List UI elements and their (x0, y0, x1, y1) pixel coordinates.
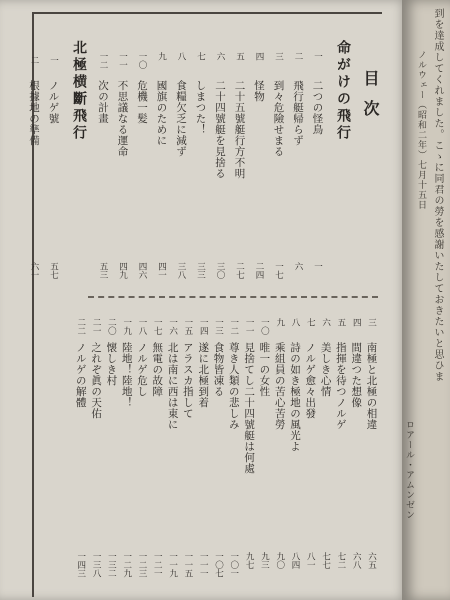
section-heading: 命がけの飛行 (335, 40, 351, 142)
chapter-title: ノルゲ號 (47, 80, 60, 124)
chapter-title: 遂に北極到着 (197, 342, 210, 408)
chapter-page: 一七 (273, 262, 284, 279)
chapter-title: 見捨てし二十四號艇は何處 (243, 342, 256, 474)
chapter-page: 四九 (117, 262, 128, 279)
chapter-number: 六 (215, 52, 225, 61)
chapter-number: 一九 (121, 318, 132, 335)
chapter-number: 三 (273, 52, 284, 61)
chapter-number: 八 (290, 318, 300, 327)
chapter-page: 八四 (290, 552, 300, 569)
chapter-page: 六 (293, 262, 303, 271)
chapter-number: 一一 (117, 52, 128, 69)
chapter-page: 一〇一 (228, 552, 239, 578)
chapter-page: 一〇七 (213, 552, 224, 578)
chapter-page: 三八 (176, 262, 186, 279)
chapter-title: 乘組員の苦心苦勞 (273, 342, 286, 430)
chapter-number: 一六 (167, 318, 178, 335)
chapter-title: ノルゲ危し (136, 342, 148, 397)
chapter-number: 一〇 (137, 52, 147, 69)
preface-text-line: 到を達成してくれました。こゝに同君の勞を感謝いたしておきたいと思ひま (432, 8, 443, 382)
chapter-page: 一一九 (167, 552, 178, 578)
chapter-page: 一一五 (182, 552, 193, 578)
chapter-page: 三〇 (215, 262, 225, 279)
chapter-title: しまつた！ (194, 80, 207, 135)
chapter-number: 二一 (91, 318, 102, 335)
chapter-page: 六五 (366, 552, 377, 569)
section-divider (88, 296, 378, 298)
chapter-page: 九三 (259, 552, 270, 569)
chapter-title: 危機一髪 (136, 80, 148, 124)
chapter-page: 一四三 (75, 552, 86, 578)
chapter-title: 根據地の準備 (28, 80, 40, 146)
chapter-title: 陸地！陸地！ (120, 342, 133, 408)
chapter-page: 四六 (137, 262, 147, 279)
chapter-page: 三三 (195, 262, 206, 279)
chapter-title: 食糧欠乏に減ず (175, 80, 187, 157)
chapter-title: 北は南に西は東に (166, 342, 179, 430)
chapter-title: 國旗のために (155, 80, 168, 146)
chapter-title: 之れぞ眞の天佑 (90, 342, 103, 419)
chapter-page: 一三二 (106, 552, 117, 578)
chapter-title: ノルゲ愈々出發 (304, 342, 317, 419)
chapter-title: 間違つた想像 (350, 342, 363, 408)
chapter-number: 二二 (75, 318, 86, 335)
chapter-number: 七 (305, 318, 316, 327)
chapter-number: 四 (254, 52, 264, 61)
chapter-title: 二十五號艇行方不明 (233, 80, 246, 179)
chapter-number: 一四 (198, 318, 209, 335)
right-page (402, 0, 450, 600)
page-title: 目次 (361, 70, 380, 130)
chapter-title: 到々危險せまる (272, 80, 285, 157)
chapter-number: 一一 (244, 318, 255, 335)
chapter-page: 七七 (320, 552, 331, 569)
chapter-number: 六 (320, 318, 331, 327)
chapter-page: 九〇 (274, 552, 285, 569)
chapter-page: 九七 (244, 552, 255, 569)
chapter-page: 七二 (335, 552, 346, 569)
chapter-number: 一二 (228, 318, 239, 335)
chapter-title: 次の計畫 (97, 80, 109, 124)
chapter-number: 一八 (137, 318, 147, 335)
chapter-page: 一一一 (198, 552, 209, 578)
chapter-page: 四一 (156, 262, 167, 279)
chapter-page: 六一 (29, 262, 39, 279)
chapter-page: 五三 (98, 262, 108, 279)
chapter-title: ノルゲの解體 (74, 342, 87, 408)
chapter-number: 七 (195, 52, 206, 61)
chapter-title: 南極と北極の相違 (365, 342, 378, 430)
chapter-title: 二十四號艇を見捨る (214, 80, 226, 179)
section-heading: 北極横斷飛行 (71, 40, 87, 142)
chapter-number: 一 (312, 52, 323, 61)
chapter-number: 二 (29, 56, 39, 65)
chapter-number: 一〇 (259, 318, 270, 335)
chapter-title: 詩の如き極地の風光よ (289, 342, 301, 452)
chapter-page: 一二三 (137, 552, 147, 578)
chapter-title: 二つの怪鳥 (311, 80, 324, 135)
chapter-title: アラスカ指して (181, 342, 194, 419)
chapter-number: 一三 (213, 318, 224, 335)
chapter-title: 尊き人類の悲しみ (227, 342, 240, 430)
chapter-page: 二四 (254, 262, 264, 279)
chapter-page: 一二一 (152, 552, 163, 578)
chapter-number: 二〇 (106, 318, 117, 335)
preface-signature: ロアール・アムンゼン (404, 420, 414, 520)
chapter-title: 懐しき村 (105, 342, 118, 386)
chapter-number: 一五 (182, 318, 193, 335)
chapter-number: 九 (274, 318, 285, 327)
chapter-number: 三 (366, 318, 377, 327)
chapter-title: 唯一の女性 (258, 342, 271, 397)
chapter-number: 四 (351, 318, 362, 327)
chapter-page: 六八 (351, 552, 362, 569)
chapter-page: 一二九 (121, 552, 132, 578)
chapter-number: 五 (335, 318, 346, 327)
chapter-title: 美しき心情 (319, 342, 332, 397)
chapter-number: 五 (234, 52, 245, 61)
chapter-title: 飛行艇帰らず (292, 80, 304, 146)
chapter-page: 八一 (305, 552, 316, 569)
chapter-title: 指揮を待つノルゲ (334, 342, 347, 430)
chapter-number: 八 (176, 52, 186, 61)
preface-date: ノルウェー（昭和二年）七月十五日 (416, 50, 426, 210)
chapter-title: 食物皆凍る (212, 342, 225, 397)
chapter-title: 怪物 (253, 80, 265, 102)
chapter-page: 五七 (48, 262, 59, 279)
chapter-number: 一 (48, 56, 59, 65)
chapter-page: 一 (312, 262, 323, 271)
chapter-number: 一七 (152, 318, 163, 335)
chapter-number: 二 (293, 52, 303, 61)
chapter-number: 九 (156, 52, 167, 61)
chapter-title: 不思議なる運命 (116, 80, 129, 157)
chapter-page: 二七 (234, 262, 245, 279)
chapter-title: 無電の故障 (151, 342, 164, 397)
chapter-number: 一二 (98, 52, 108, 69)
chapter-page: 一三八 (91, 552, 102, 578)
